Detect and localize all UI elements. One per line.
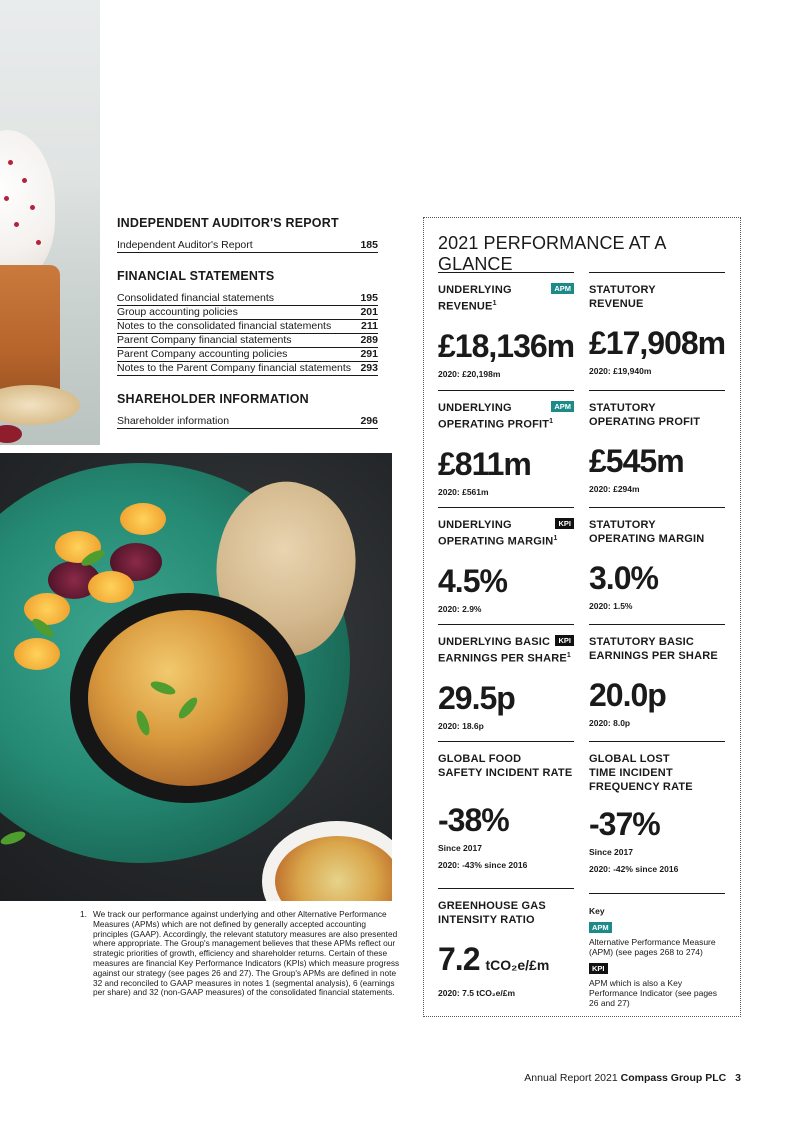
orange-slice: [120, 503, 166, 535]
contents-section: [117, 216, 378, 253]
metric-value-number: 3.0%: [589, 560, 658, 596]
footer-report: Annual Report 2021: [524, 1072, 618, 1084]
contents-row-label: Notes to the consolidated financial statements: [117, 320, 332, 332]
contents-row[interactable]: [117, 292, 378, 306]
kpi-badge: KPI: [555, 635, 574, 646]
footnote-text: We track our performance against underlying and other Alternative Performance Measures (APMs) which are not defined by generally accepted accounting principles (GAAP). Accordingly, the relevant statutory measures are also presented where appropriate. The Group's management believes that these APMs reflect our strategic priorities of growth, efficiency and shareholder returns. Certain of these measures are financial Key Performance Indicators (KPIs) which measure progress against our strategy (see pages 26 and 27). The Group's APMs are defined in note 32 and reconciled to GAAP measures in notes 1 (segmental analysis), 6 (earnings per share) and 32 (non-GAAP measures) of the consolidated financial statements.: [93, 909, 400, 998]
metric-card: [438, 272, 574, 380]
herb-leaf: [0, 829, 27, 847]
key-apm-text: Alternative Performance Measure (APM) (see pages 268 to 274): [589, 937, 716, 957]
metric-value: [438, 563, 574, 599]
metric-label-line: UNDERLYING: [438, 402, 512, 414]
metric-label-line: FREQUENCY RATE: [589, 781, 693, 793]
metric-label-line: STATUTORY BASIC: [589, 636, 695, 648]
metric-label-line: STATUTORY: [589, 402, 656, 414]
orange-slice: [14, 638, 60, 670]
contents-section-title: FINANCIAL STATEMENTS: [117, 269, 275, 283]
page-number: 3: [735, 1072, 741, 1084]
metric-value: [589, 806, 725, 842]
metric-comparison: 2020: £561m: [438, 486, 489, 497]
contents-row-label: Parent Company financial statements: [117, 334, 292, 346]
metric-label: [589, 518, 725, 546]
metric-label-line: UNDERLYING BASIC: [438, 636, 551, 648]
key-title: Key: [589, 906, 605, 916]
food-photo: [0, 453, 392, 901]
contents-row[interactable]: [117, 348, 378, 362]
metric-value: [438, 680, 574, 716]
cupcake-sprinkle: [4, 196, 9, 201]
orange-slice: [88, 571, 134, 603]
contents-row-label: Group accounting policies: [117, 306, 238, 318]
footnote-marker: 1: [549, 418, 554, 425]
footnote-marker: 1: [553, 535, 558, 542]
contents-row[interactable]: [117, 320, 378, 334]
metric-label: [438, 752, 574, 780]
metric-label-line: SAFETY INCIDENT RATE: [438, 767, 573, 779]
contents-row[interactable]: [117, 334, 378, 348]
performance-panel: [423, 217, 741, 1017]
metric-card: [589, 507, 725, 612]
metric-label-line: STATUTORY: [589, 519, 656, 531]
metric-label-line: GREENHOUSE GAS: [438, 900, 546, 912]
metric-label-line: GLOBAL LOST: [589, 753, 670, 765]
metric-card: [438, 741, 574, 871]
metric-value: [589, 325, 725, 361]
metric-value-number: 4.5%: [438, 562, 507, 599]
contents-section: [117, 392, 378, 429]
metric-label-line: GLOBAL FOOD: [438, 753, 522, 765]
metric-value: [589, 560, 725, 596]
cupcake-sprinkle: [22, 178, 27, 183]
metric-unit: tCO₂e/£m: [485, 957, 550, 973]
metric-card: [438, 507, 574, 615]
metric-card: [589, 272, 725, 377]
metric-label: [589, 635, 725, 663]
metric-label: [589, 283, 725, 311]
footnote-number: 1.: [80, 909, 87, 919]
contents-row-label: Parent Company accounting policies: [117, 348, 288, 360]
metric-comparison-secondary: 2020: -43% since 2016: [438, 860, 528, 870]
metric-comparison: Since 2017: [438, 843, 482, 853]
key-kpi-text: APM which is also a Key Performance Indicator (see pages 26 and 27): [589, 978, 718, 1008]
metric-comparison: 2020: £19,940m: [589, 366, 652, 376]
contents-section-title: INDEPENDENT AUDITOR'S REPORT: [117, 216, 339, 230]
metric-comparison: 2020: 8.0p: [589, 718, 631, 728]
metric-value-number: £545m: [589, 443, 684, 479]
metric-value-number: £811m: [438, 445, 531, 482]
metric-value-number: -37%: [589, 806, 660, 842]
contents-row-page: 291: [360, 348, 378, 360]
contents-section-title: SHAREHOLDER INFORMATION: [117, 392, 309, 406]
contents-row[interactable]: [117, 306, 378, 320]
metric-label-line: UNDERLYING: [438, 284, 512, 296]
cupcake-sprinkle: [8, 160, 13, 165]
metric-label-line: EARNINGS PER SHARE: [589, 650, 718, 662]
contents-row-page: 293: [360, 362, 378, 374]
baked-dish: [88, 610, 288, 786]
contents-row-page: 296: [360, 415, 378, 427]
metric-value-number: -38%: [438, 802, 509, 838]
contents-row[interactable]: [117, 362, 378, 376]
contents-row-page: 195: [360, 292, 378, 304]
cupcake-sprinkle: [14, 222, 19, 227]
metric-value-number: 29.5p: [438, 679, 515, 716]
contents-row-page: 185: [360, 239, 378, 251]
metric-comparison: Since 2017: [589, 847, 633, 857]
contents-row-page: 211: [361, 320, 378, 332]
metric-value: [438, 328, 574, 364]
metric-card: [438, 390, 574, 498]
metric-label: [438, 518, 574, 549]
footnote: [80, 910, 400, 998]
metric-value: [589, 443, 725, 479]
metric-card: [589, 624, 725, 729]
contents-row-label: Independent Auditor's Report: [117, 239, 253, 251]
panel-title: 2021 PERFORMANCE AT A GLANCE: [438, 233, 666, 274]
cupcake-sprinkle: [30, 205, 35, 210]
metric-comparison: 2020: 7.5 tCO₂e/£m: [438, 988, 516, 998]
contents-row-label: Consolidated financial statements: [117, 292, 275, 304]
berry: [0, 425, 22, 443]
metric-value-number: £18,136m: [438, 327, 575, 364]
contents-row-page: 289: [360, 334, 378, 346]
contents-row-page: 201: [360, 306, 378, 318]
metric-label: [438, 899, 574, 927]
kpi-badge: KPI: [555, 518, 574, 529]
contents-row[interactable]: [117, 415, 378, 429]
metric-comparison: 2020: 18.6p: [438, 720, 484, 731]
metric-value: [438, 802, 574, 838]
metric-card: [438, 888, 574, 999]
contents-row[interactable]: [117, 239, 378, 253]
metric-label-line: OPERATING PROFIT: [438, 418, 550, 431]
wooden-board: [0, 385, 80, 425]
metric-label: [589, 752, 725, 794]
metric-label-line: OPERATING PROFIT: [589, 416, 701, 428]
metric-label: [589, 401, 725, 429]
metric-label-line: TIME INCIDENT: [589, 767, 673, 779]
key-kpi-badge: KPI: [589, 963, 608, 974]
metric-label-line: REVENUE: [589, 298, 644, 310]
metric-value-number: £17,908m: [589, 325, 726, 361]
cupcake-photo: [0, 0, 100, 445]
key-legend: [589, 893, 725, 1008]
metric-label-line: OPERATING MARGIN: [438, 535, 554, 548]
footnote-marker: 1: [566, 652, 571, 659]
key-apm-badge: APM: [589, 922, 612, 933]
metric-label: [438, 635, 574, 666]
metric-value-number: 7.2: [438, 941, 480, 977]
metric-card: [589, 390, 725, 495]
cupcake-sponge: [0, 265, 60, 405]
metric-comparison: 2020: 1.5%: [589, 601, 633, 611]
orange-slice: [24, 593, 70, 625]
metric-comparison: 2020: £294m: [589, 484, 640, 494]
metric-label-line: STATUTORY: [589, 284, 656, 296]
metric-card: [438, 624, 574, 732]
contents-row-label: Notes to the Parent Company financial statements: [117, 362, 352, 374]
contents-row-label: Shareholder information: [117, 415, 230, 427]
cupcake-frosting: [0, 130, 55, 280]
metric-comparison-secondary: 2020: -42% since 2016: [589, 864, 679, 874]
contents-list: [117, 216, 378, 445]
metric-value: [438, 446, 574, 482]
metric-comparison: 2020: £20,198m: [438, 368, 501, 379]
metric-label-line: UNDERLYING: [438, 519, 512, 531]
metric-comparison: 2020: 2.9%: [438, 603, 482, 614]
metric-value: [438, 941, 574, 983]
metric-label-line: OPERATING MARGIN: [589, 533, 705, 545]
cupcake-sprinkle: [36, 240, 41, 245]
contents-section: [117, 269, 378, 376]
metric-label-line: REVENUE: [438, 300, 493, 313]
metric-label-line: EARNINGS PER SHARE: [438, 652, 567, 665]
apm-badge: APM: [551, 401, 574, 412]
metric-label-line: INTENSITY RATIO: [438, 914, 535, 926]
metric-value-number: 20.0p: [589, 677, 666, 713]
metric-card: [589, 741, 725, 875]
footer-company: Compass Group PLC: [620, 1072, 727, 1084]
apm-badge: APM: [551, 283, 574, 294]
footnote-marker: 1: [492, 300, 497, 307]
metric-value: [589, 677, 725, 713]
page-footer: [524, 1072, 741, 1084]
